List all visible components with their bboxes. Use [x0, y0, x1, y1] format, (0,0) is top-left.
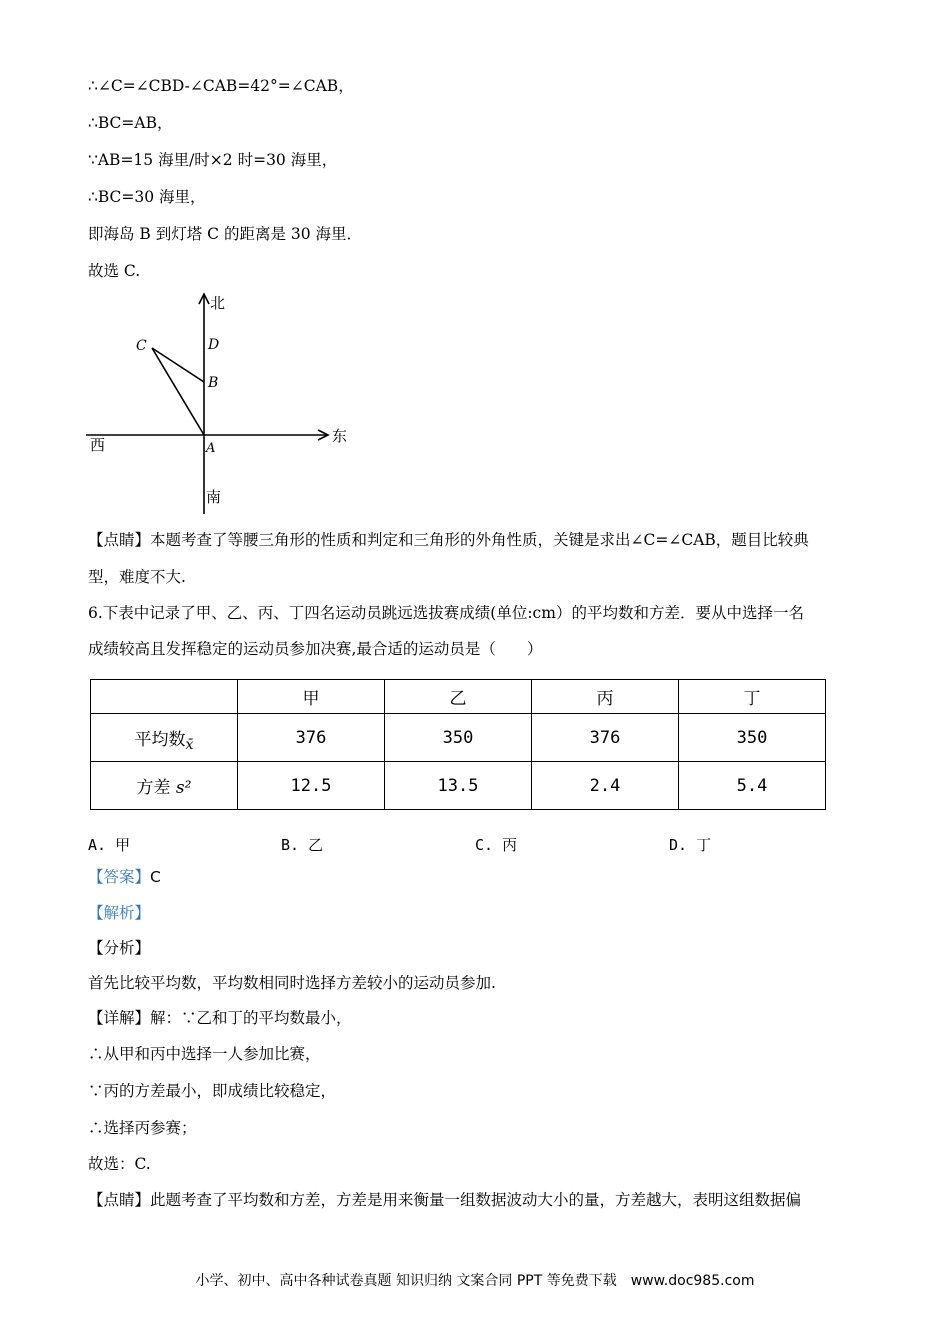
table-header-cell: 丙 — [532, 680, 679, 714]
solution-line: 即海岛 B 到灯塔 C 的距离是 30 海里． — [88, 225, 363, 243]
question-line: 6.下表中记录了甲、乙、丙、丁四名运动员跳远选拔赛成绩(单位:cm）的平均数和方差．要从中选择一名 — [88, 604, 804, 622]
detail-line: ∴从甲和丙中选择一人参加比赛， — [88, 1045, 321, 1063]
table-header-cell — [91, 680, 238, 714]
page-footer: 小学、初中、高中各种试卷真题 知识归纳 文案合同 PPT 等免费下载 www.doc985.com — [195, 1273, 755, 1289]
point-a-label: A — [206, 441, 216, 456]
comment-text: 此题考查了平均数和方差，方差是用来衡量一组数据波动大小的量，方差越大，表明这组数据偏 — [150, 1191, 802, 1209]
south-label: 南 — [206, 488, 222, 506]
table-header-cell: 丁 — [679, 680, 826, 714]
answer-line — [88, 867, 161, 887]
option-a: A. 甲 — [88, 836, 131, 854]
segment-cb — [152, 348, 204, 382]
fenxi-text: 首先比较平均数，平均数相同时选择方差较小的运动员参加. — [88, 974, 496, 992]
question-line: 成绩较高且发挥稳定的运动员参加决赛,最合适的运动员是（ ） — [88, 640, 543, 658]
mean-symbol: x̄ — [185, 737, 194, 753]
detail-tag: 【详解】 — [88, 1009, 151, 1027]
table-cell: 2.4 — [532, 762, 679, 810]
table-cell: 376 — [238, 714, 385, 762]
point-c-label: C — [136, 338, 147, 354]
point-d-label: D — [208, 337, 220, 353]
detail-line: ∵丙的方差最小，即成绩比较稳定， — [88, 1082, 337, 1100]
mean-label: 平均数 — [134, 730, 186, 750]
option-c: C. 丙 — [475, 836, 518, 854]
score-table — [90, 679, 826, 810]
table-header-cell: 乙 — [385, 680, 532, 714]
table-header-row — [91, 680, 826, 714]
point-b-label: B — [208, 375, 219, 391]
east-label: 东 — [332, 427, 348, 445]
variance-label-cell — [91, 762, 238, 810]
comment-line: 型，难度不大. — [88, 568, 186, 586]
solution-line: ∴BC=AB， — [88, 114, 173, 132]
compass-diagram — [84, 288, 354, 520]
solution-line: ∴∠C=∠CBD-∠CAB=42°=∠CAB， — [88, 77, 354, 95]
analysis-tag-text: 【解析】 — [88, 904, 151, 922]
table-cell: 12.5 — [238, 762, 385, 810]
detail-line: ∴选择丙参赛； — [88, 1119, 197, 1137]
table-cell: 13.5 — [385, 762, 532, 810]
analysis-tag — [88, 903, 150, 923]
mean-label-cell — [91, 714, 238, 762]
variance-symbol: s² — [175, 778, 192, 798]
answer-value: C — [150, 868, 161, 886]
table-cell: 376 — [532, 714, 679, 762]
detail-line: 故选：C. — [88, 1155, 151, 1173]
comment-tag: 【点睛】 — [88, 531, 151, 549]
comment-line — [88, 1190, 801, 1210]
north-label: 北 — [210, 294, 226, 312]
geometry-figure — [84, 288, 354, 520]
table-header-cell: 甲 — [238, 680, 385, 714]
solution-line: 故选 C. — [88, 262, 141, 280]
option-d: D. 丁 — [669, 836, 712, 854]
option-b: B. 乙 — [281, 836, 324, 854]
detail-text: 解：∵乙和丁的平均数最小， — [150, 1009, 352, 1027]
table-cell: 350 — [679, 714, 826, 762]
segment-ca — [152, 348, 204, 435]
variance-label: 方差 — [136, 778, 171, 798]
table-cell: 350 — [385, 714, 532, 762]
comment-text: 本题考查了等腰三角形的性质和判定和三角形的外角性质，关键是求出∠C=∠CAB，题目比较典 — [150, 531, 809, 549]
west-label: 西 — [90, 436, 106, 454]
solution-line: ∵AB=15 海里/时×2 时=30 海里， — [88, 151, 338, 169]
table-cell: 5.4 — [679, 762, 826, 810]
answer-tag: 【答案】 — [88, 868, 151, 886]
solution-line: ∴BC=30 海里， — [88, 188, 206, 206]
table-row — [91, 762, 826, 810]
fenxi-tag: 【分析】 — [88, 939, 151, 957]
comment-line — [88, 530, 809, 550]
detail-line — [88, 1008, 352, 1028]
table-row — [91, 714, 826, 762]
comment-tag: 【点睛】 — [88, 1191, 151, 1209]
